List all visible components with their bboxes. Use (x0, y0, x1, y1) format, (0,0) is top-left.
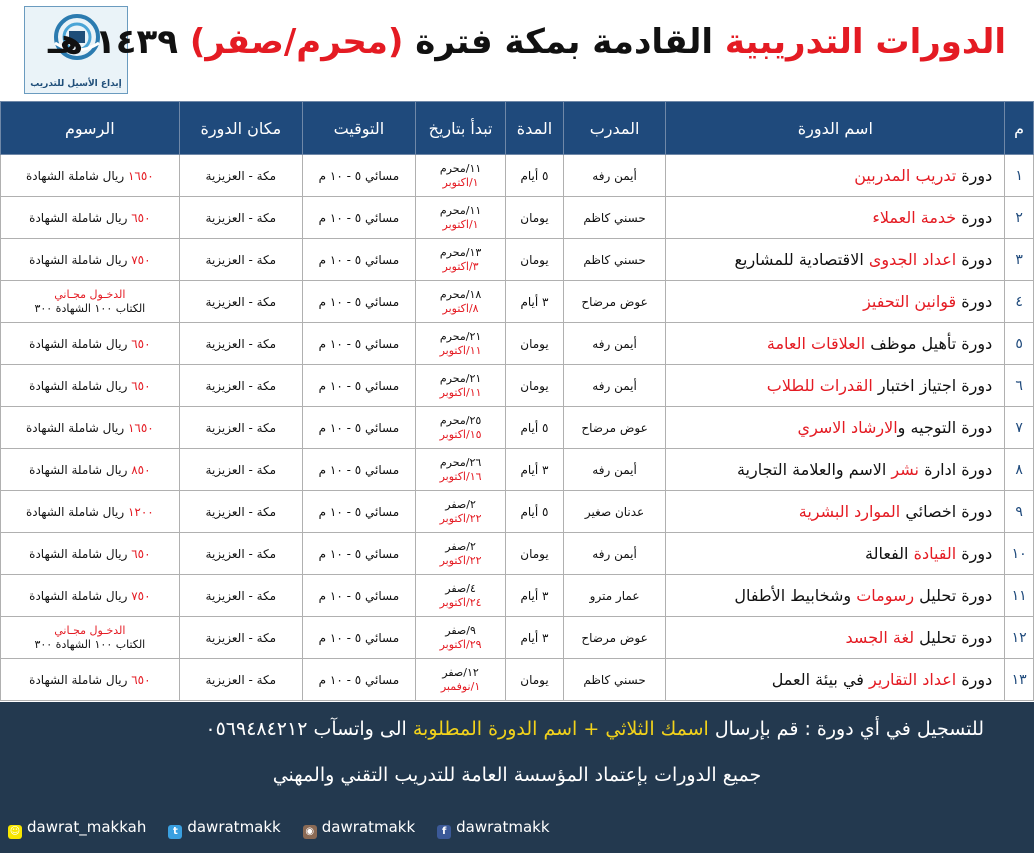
timing: مسائي ٥ - ١٠ م (302, 491, 415, 533)
course-name-highlight: اعداد الجدوى (868, 250, 957, 269)
trainer: أيمن رفه (563, 449, 666, 491)
course-name-highlight: الموارد البشرية (798, 502, 901, 521)
fees (1, 281, 180, 323)
timing: مسائي ٥ - ١٠ م (302, 239, 415, 281)
page-header (0, 0, 1034, 100)
social-handle: dawratmakk (456, 818, 550, 836)
fee-amount: ٦٥٠ (131, 378, 151, 393)
course-name (666, 365, 1005, 407)
course-name (666, 323, 1005, 365)
start-date-hijri: ١٢/صفر (442, 665, 479, 679)
fee-amount: ١٦٥٠ (127, 420, 154, 435)
course-name-highlight: القدرات للطلاب (766, 376, 873, 395)
start-date (415, 659, 505, 701)
column-header: الرسوم (1, 102, 180, 155)
course-name-prefix: دورة اجتياز اختبار (872, 376, 993, 395)
row-number: ٥ (1005, 323, 1034, 365)
fee-note: ريال شاملة الشهادة (29, 210, 132, 225)
column-header: التوقيت (302, 102, 415, 155)
course-name-prefix: دورة (956, 250, 993, 269)
course-name-prefix: دورة تحليل (914, 628, 993, 647)
table-row (1, 617, 1034, 659)
course-name-suffix: الاسم والعلامة التجارية (736, 460, 892, 479)
fee-amount: ١٢٠٠ (127, 504, 154, 519)
fee-amount: ٦٥٠ (131, 336, 151, 351)
start-date-gregorian: ١٦/اكتوبر (439, 469, 482, 483)
fee-note: ريال شاملة الشهادة (29, 378, 132, 393)
course-name-prefix: دورة تحليل (914, 586, 993, 605)
table-row (1, 407, 1034, 449)
duration: يومان (506, 365, 564, 407)
course-name-suffix: الفعالة (865, 544, 914, 563)
row-number: ٢ (1005, 197, 1034, 239)
course-name-suffix: وشخابيط الأطفال (734, 586, 857, 605)
social-handle: dawratmakk (321, 818, 416, 836)
course-name-prefix: دورة (956, 544, 993, 563)
row-number: ١٣ (1005, 659, 1034, 701)
course-name-prefix: دورة تأهيل موظف (865, 334, 993, 353)
start-date-hijri: ٢٦/محرم (439, 455, 482, 469)
duration: ٥ أيام (506, 155, 564, 197)
start-date (415, 323, 505, 365)
start-date-hijri: ٢/صفر (445, 497, 476, 511)
course-location: مكة - العزيزية (179, 281, 302, 323)
start-date-gregorian: ٢٤/اكتوبر (439, 595, 482, 609)
table-row (1, 281, 1034, 323)
fees (1, 659, 180, 701)
timing: مسائي ٥ - ١٠ م (302, 323, 415, 365)
fees (1, 197, 180, 239)
table-header-row (1, 102, 1034, 155)
start-date-hijri: ٢/صفر (445, 539, 476, 553)
row-number: ١١ (1005, 575, 1034, 617)
start-date-gregorian: ٢٢/اكتوبر (439, 511, 482, 525)
course-name-highlight: اعداد التقارير (869, 670, 957, 689)
course-name-highlight: قوانين التحفيز (863, 292, 957, 311)
social-handle: dawrat_makkah (27, 818, 147, 836)
row-number: ٨ (1005, 449, 1034, 491)
fee-amount: ٧٥٠ (131, 252, 151, 267)
start-date-gregorian: ٣/اكتوبر (442, 259, 479, 273)
registration-name-hint: اسمك الثلاثي + اسم الدورة المطلوبة (412, 718, 709, 740)
fee-amount: ٦٥٠ (131, 210, 151, 225)
fees (1, 155, 180, 197)
course-location: مكة - العزيزية (179, 197, 302, 239)
course-name-highlight: تدريب المدربين (854, 166, 957, 185)
duration: ٣ أيام (506, 617, 564, 659)
course-location: مكة - العزيزية (179, 155, 302, 197)
twitter-icon: t (168, 825, 182, 839)
start-date (415, 449, 505, 491)
logo-text: إبداع الأسيل للتدريب (30, 79, 122, 89)
course-location: مكة - العزيزية (179, 533, 302, 575)
course-name-prefix: دورة التوجيه و (897, 418, 993, 437)
fees (1, 575, 180, 617)
facebook-icon: f (437, 825, 451, 839)
timing: مسائي ٥ - ١٠ م (302, 365, 415, 407)
trainer: عوض مرضاح (563, 407, 666, 449)
start-date-hijri: ١١/محرم (439, 161, 482, 175)
course-name (666, 659, 1005, 701)
start-date-hijri: ١٨/محرم (439, 287, 482, 301)
trainer: أيمن رفه (563, 323, 666, 365)
duration: يومان (506, 533, 564, 575)
row-number: ١ (1005, 155, 1034, 197)
table-row (1, 449, 1034, 491)
registration-text (205, 718, 984, 740)
timing: مسائي ٥ - ١٠ م (302, 659, 415, 701)
row-number: ٦ (1005, 365, 1034, 407)
fees (1, 617, 180, 659)
row-number: ٤ (1005, 281, 1034, 323)
duration: ٥ أيام (506, 407, 564, 449)
fee-note: ريال شاملة الشهادة (25, 504, 128, 519)
duration: ٣ أيام (506, 449, 564, 491)
social-link[interactable] (303, 818, 415, 839)
start-date-hijri: ١١/محرم (439, 203, 482, 217)
column-header: مكان الدورة (179, 102, 302, 155)
trainer: عوض مرضاح (563, 281, 666, 323)
table-row (1, 239, 1034, 281)
start-date (415, 533, 505, 575)
course-name (666, 239, 1005, 281)
course-location: مكة - العزيزية (179, 659, 302, 701)
fee-breakdown: الكتاب ١٠٠ الشهادة ٣٠٠ (34, 637, 146, 651)
fee-amount: ٦٥٠ (131, 546, 151, 561)
course-name (666, 533, 1005, 575)
row-number: ١٢ (1005, 617, 1034, 659)
course-name (666, 155, 1005, 197)
start-date (415, 365, 505, 407)
start-date (415, 407, 505, 449)
fee-free-label: الدخـول مجـاني (54, 623, 126, 637)
course-location: مكة - العزيزية (179, 491, 302, 533)
course-name-highlight: لغة الجسد (845, 628, 915, 647)
timing: مسائي ٥ - ١٠ م (302, 617, 415, 659)
fees (1, 533, 180, 575)
course-name-highlight: خدمة العملاء (872, 208, 957, 227)
course-name-highlight: نشر (891, 460, 919, 479)
fee-note: ريال شاملة الشهادة (29, 336, 132, 351)
course-name-suffix: الاقتصادية للمشاريع (734, 250, 869, 269)
timing: مسائي ٥ - ١٠ م (302, 533, 415, 575)
table-row (1, 533, 1034, 575)
fee-note: ريال شاملة الشهادة (29, 588, 132, 603)
start-date-gregorian: ١١/اكتوبر (439, 343, 482, 357)
social-handle: dawratmakk (187, 818, 281, 836)
courses-table (0, 101, 1034, 701)
trainer: عمار مترو (563, 575, 666, 617)
trainer: أيمن رفه (563, 155, 666, 197)
course-name (666, 281, 1005, 323)
fee-note: ريال شاملة الشهادة (25, 420, 128, 435)
table-row (1, 659, 1034, 701)
trainer: حسني كاظم (563, 197, 666, 239)
table-row (1, 323, 1034, 365)
course-name-prefix: دورة (956, 292, 993, 311)
fee-free-label: الدخـول مجـاني (54, 287, 126, 301)
title-part-4: ١٤٣٩ هـ (47, 22, 178, 62)
column-header: المدرب (563, 102, 666, 155)
social-link[interactable] (168, 818, 280, 839)
row-number: ٩ (1005, 491, 1034, 533)
column-header: اسم الدورة (666, 102, 1005, 155)
snapchat-icon: ☺ (9, 826, 21, 837)
fee-note: ريال شاملة الشهادة (29, 672, 132, 687)
trainer: أيمن رفه (563, 533, 666, 575)
start-date-hijri: ٢١/محرم (439, 329, 482, 343)
fee-note: ريال شاملة الشهادة (29, 546, 132, 561)
timing: مسائي ٥ - ١٠ م (302, 407, 415, 449)
start-date-gregorian: ١/اكتوبر (442, 175, 479, 189)
course-location: مكة - العزيزية (179, 407, 302, 449)
fees (1, 407, 180, 449)
page-title (48, 22, 1006, 62)
fee-amount: ٧٥٠ (131, 588, 151, 603)
trainer: أيمن رفه (563, 365, 666, 407)
start-date-gregorian: ٢٩/اكتوبر (439, 637, 482, 651)
table-row (1, 155, 1034, 197)
start-date (415, 491, 505, 533)
duration: يومان (506, 659, 564, 701)
course-name-prefix: دورة اخصائي (900, 502, 993, 521)
trainer: حسني كاظم (563, 659, 666, 701)
fees (1, 449, 180, 491)
footer (0, 702, 1034, 853)
title-part-3: (محرم/صفر) (189, 22, 404, 62)
fees (1, 365, 180, 407)
duration: يومان (506, 239, 564, 281)
course-name-highlight: القيادة (913, 544, 957, 563)
start-date-gregorian: ٢٢/اكتوبر (439, 553, 482, 567)
timing: مسائي ٥ - ١٠ م (302, 281, 415, 323)
timing: مسائي ٥ - ١٠ م (302, 449, 415, 491)
course-location: مكة - العزيزية (179, 575, 302, 617)
row-number: ٣ (1005, 239, 1034, 281)
course-name (666, 449, 1005, 491)
course-name (666, 575, 1005, 617)
table-row (1, 197, 1034, 239)
start-date-gregorian: ١/اكتوبر (442, 217, 479, 231)
start-date-hijri: ٢١/محرم (439, 371, 482, 385)
trainer: عدنان صغير (563, 491, 666, 533)
trainer: حسني كاظم (563, 239, 666, 281)
start-date-gregorian: ١٥/اكتوبر (439, 427, 482, 441)
fees (1, 491, 180, 533)
course-name-highlight: العلاقات العامة (766, 334, 866, 353)
course-name (666, 197, 1005, 239)
course-name-highlight: رسومات (856, 586, 915, 605)
start-date-gregorian: ١/نوفمبر (440, 679, 481, 693)
table-row (1, 491, 1034, 533)
course-location: مكة - العزيزية (179, 617, 302, 659)
course-name (666, 491, 1005, 533)
start-date (415, 155, 505, 197)
start-date (415, 197, 505, 239)
fee-note: ريال شاملة الشهادة (29, 462, 132, 477)
duration: يومان (506, 197, 564, 239)
fees (1, 239, 180, 281)
course-name-prefix: دورة ادارة (918, 460, 993, 479)
start-date (415, 281, 505, 323)
course-name-prefix: دورة (956, 166, 993, 185)
start-date-gregorian: ٨/اكتوبر (442, 301, 479, 315)
course-location: مكة - العزيزية (179, 365, 302, 407)
timing: مسائي ٥ - ١٠ م (302, 575, 415, 617)
duration: ٥ أيام (506, 491, 564, 533)
start-date-hijri: ٤/صفر (445, 581, 476, 595)
fee-note: ريال شاملة الشهادة (25, 168, 128, 183)
instagram-icon: ◉ (303, 825, 317, 839)
title-part-1: الدورات التدريبية (724, 22, 1006, 62)
course-location: مكة - العزيزية (179, 239, 302, 281)
course-name-highlight: الارشاد الاسري (797, 418, 898, 437)
registration-prefix: للتسجيل في أي دورة : قم بإرسال (714, 718, 984, 740)
table-row (1, 365, 1034, 407)
column-header: المدة (506, 102, 564, 155)
title-part-2: القادمة بمكة فترة (415, 22, 714, 62)
column-header: تبدأ بتاريخ (415, 102, 505, 155)
fee-breakdown: الكتاب ١٠٠ الشهادة ٣٠٠ (34, 301, 146, 315)
fee-note: ريال شاملة الشهادة (29, 252, 132, 267)
row-number: ١٠ (1005, 533, 1034, 575)
row-number: ٧ (1005, 407, 1034, 449)
accreditation-text: جميع الدورات بإعتماد المؤسسة العامة للتدريب التقني والمهني (272, 764, 762, 786)
course-location: مكة - العزيزية (179, 323, 302, 365)
course-name-prefix: دورة (956, 208, 993, 227)
course-name (666, 617, 1005, 659)
fee-amount: ٨٥٠ (131, 462, 151, 477)
duration: ٣ أيام (506, 281, 564, 323)
start-date-gregorian: ١١/اكتوبر (439, 385, 482, 399)
course-name-suffix: في بيئة العمل (771, 670, 870, 689)
start-date-hijri: ٢٥/محرم (439, 413, 482, 427)
social-links (8, 818, 572, 839)
social-link[interactable] (437, 818, 549, 839)
course-location: مكة - العزيزية (179, 449, 302, 491)
course-name-prefix: دورة (956, 670, 993, 689)
timing: مسائي ٥ - ١٠ م (302, 197, 415, 239)
social-link[interactable] (8, 818, 146, 839)
start-date (415, 617, 505, 659)
fees (1, 323, 180, 365)
trainer: عوض مرضاح (563, 617, 666, 659)
table-row (1, 575, 1034, 617)
duration: ٣ أيام (506, 575, 564, 617)
registration-whatsapp: الى واتسآب ٠٥٦٩٤٨٤٢١٢ (205, 718, 407, 740)
start-date (415, 575, 505, 617)
start-date-hijri: ٩/صفر (445, 623, 476, 637)
column-header: م (1005, 102, 1034, 155)
fee-amount: ٦٥٠ (131, 672, 151, 687)
start-date (415, 239, 505, 281)
duration: يومان (506, 323, 564, 365)
fee-amount: ١٦٥٠ (127, 168, 154, 183)
course-name (666, 407, 1005, 449)
timing: مسائي ٥ - ١٠ م (302, 155, 415, 197)
start-date-hijri: ١٣/محرم (439, 245, 482, 259)
